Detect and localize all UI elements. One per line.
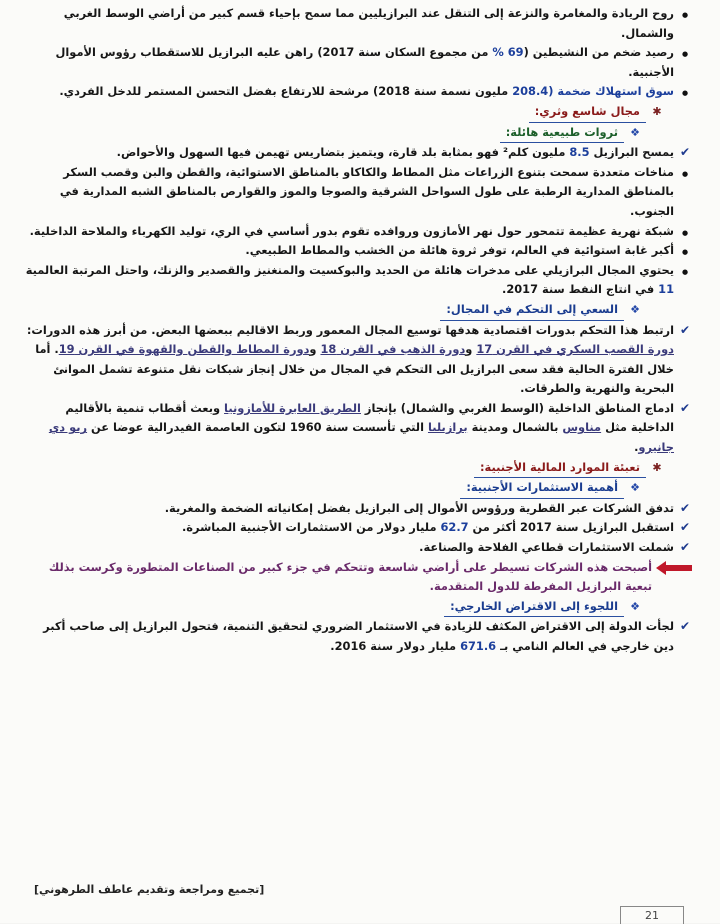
bullet-text: مليون نسمة سنة 2018) مرشحة للارتفاع بفضل التحسن المستمر للدخل الفردي. [59,84,513,99]
item-text: تدفق الشركات عبر القطرية ورؤوس الأموال إلى البرازيل بفضل إمكانياته الضخمة والمغرية. [164,500,674,515]
checkmark-icon: ✔ [679,500,691,515]
section-heading [24,102,664,123]
heading-text: السعي إلى التحكم في المجال: [440,300,624,321]
checkmark-item [24,538,692,558]
bullet-text: يحتوي المجال البرازيلي على مدخرات هائلة من الحديد والبوكسيت والمنغنيز والقصدير والزنك، واحتل المرتبة العالمية [25,262,674,277]
bullet-icon [678,82,692,104]
bullet-text: من مجموع السكان سنة 2017) راهن عليه البرازيل للاستقطاب رؤوس الأموال الأجنبية. [55,45,674,79]
connector-text: و [465,342,477,357]
bullet-item [24,163,692,222]
heading-text: تعبئة الموارد المالية الأجنبية: [474,458,646,479]
city-manaus: مناوس [562,420,602,435]
city-brasilia: برازيليا [427,420,468,435]
bullet-item [24,241,692,261]
item-text: لجأت الدولة إلى الاقتراض المكثف للزيادة في الاستثمار الضروري لتحقيق التنمية، فتحول البرازيل إلى صاحب أكبر دين خارجي في العالم النامي بـ [43,619,674,653]
item-text: ادماج المناطق الداخلية (الوسط الغربي والشمال) بإنجاز [360,400,674,415]
trans-amazon-road: الطريق العابرة للأمازونيا [224,400,361,415]
bullet-icon [678,222,692,244]
bullet-text: مناخات متعددة سمحت بتنوع الزراعات مثل المطاط والكاكاو بالمناطق الاستوائية، والقطن والبن وقصب السكر بالمناطق المدارية الرطبة على طول السواحل الشرقية والصوجا والموز والقوارص بالمناطق الشبه المدارية في الجنوب. [59,164,674,218]
city-rio: ريو دي جانيرو [48,420,674,455]
section-heading [24,458,664,479]
diamond-bullet-icon: ❖ [630,481,640,495]
consequence-note [24,558,692,597]
diamond-bullet-icon: ❖ [630,302,640,316]
subsection-heading [24,478,642,499]
bullet-item [24,222,692,242]
checkmark-item [24,143,692,163]
item-text: . أما خلال الفترة الحالية فقد سعى البرازيل الى التحكم في المجال من خلال إنجاز شبكات نقل متنوعة تشمل الموانئ البحرية والنهرية والطرقات. [35,342,674,396]
item-text: وبعث أقطاب تنمية بالأقاليم الداخلية مثل [65,400,674,435]
cycle-sugar-cane: دورة القصب السكري في القرن 17 [476,342,674,357]
heading-text: مجال شاسع وثري: [529,102,646,123]
highlight-number: 62.7 [440,520,469,535]
heading-text: أهمية الاستثمارات الأجنبية: [460,478,624,499]
page-number: 21 [620,906,684,924]
highlight-number: 208.4 [512,84,549,99]
bullet-text: في انتاج النفط سنة 2017. [501,282,659,297]
document-body [24,4,692,657]
checkmark-icon: ✔ [679,619,691,634]
bullet-item [24,43,692,82]
item-text: التي تأسست سنة 1960 لتكون العاصمة الفيدرالية عوضا عن [87,420,428,435]
highlight-number: 69 % [492,45,524,60]
item-text: شملت الاستثمارات قطاعي الفلاحة والصناعة. [419,540,674,555]
checkmark-icon: ✔ [679,400,691,415]
star-bullet-icon: ✱ [652,104,662,118]
checkmark-item [24,321,692,399]
checkmark-icon: ✔ [679,145,691,160]
checkmark-item [24,399,692,458]
item-text: مليار دولار من الاستثمارات الأجنبية المباشرة. [181,520,441,535]
item-text: مليار دولار سنة 2016. [330,639,461,653]
heading-text: اللجوء إلى الاقتراض الخارجي: [444,597,624,618]
item-text: بالشمال ومدينة [467,420,563,435]
bullet-text: شبكة نهرية عظيمة تتمحور حول نهر الأمازون وروافده تقوم بدور أساسي في الري، توليد الكهرباء والملاحة الداخلية. [29,223,674,238]
footer-credit: [تجميع ومراجعة وتقديم عاطف الطرهوني] [34,883,265,896]
subsection-heading [24,300,642,321]
item-text: ارتبط هذا التحكم بدورات اقتصادية هدفها توسيع المجال المعمور وربط الاقاليم ببعضها البعض. من أبرز هذه الدورات: [26,322,674,337]
note-text: أصبحت هذه الشركات تسيطر على أراضي شاسعة وتتحكم في جزء كبير من الصناعات المتطورة وكرست بذلك تبعية البرازيل المفرطة للدول المتقدمة. [48,559,652,594]
checkmark-item [24,617,692,656]
bullet-item [24,4,692,43]
bullet-item [24,261,692,300]
bullet-icon [678,163,692,185]
bullet-item [24,82,692,102]
left-arrow-icon [656,561,692,575]
diamond-bullet-icon: ❖ [630,599,640,613]
subsection-heading [24,123,642,144]
cycle-rubber-cotton-coffee: دورة المطاط والقطن والقهوة في القرن 19 [58,342,310,357]
checkmark-icon: ✔ [679,540,691,555]
bullet-icon [678,4,692,26]
highlight-number: 11 [658,282,674,297]
bullet-icon [678,241,692,263]
bullet-icon [678,261,692,283]
item-text: يمسح البرازيل [589,145,674,160]
bullet-text: روح الريادة والمغامرة والنزعة إلى التنقل عند البرازيليين مما سمح بإحياء قسم كبير من أراضي الوسط الغربي والشمال. [63,6,674,40]
checkmark-icon: ✔ [679,520,691,535]
bullet-text: سوق استهلاك ضخمة ( [548,84,674,99]
bullet-text: أكبر غابة استوائية في العالم، توفر ثروة هائلة من الخشب والمطاط الطبيعي. [245,243,674,258]
highlight-number: 671.6 [460,639,497,653]
checkmark-item [24,518,692,538]
item-text: مليون كلم² فهو بمثابة بلد قارة، ويتميز بتضاريس تهيمن فيها السهول والأحواض. [116,145,570,160]
item-text: استقبل البرازيل سنة 2017 أكثر من [468,520,674,535]
cycle-gold: دورة الذهب في القرن 18 [320,342,466,357]
bullet-icon [678,43,692,65]
checkmark-icon: ✔ [679,322,691,337]
highlight-number: 8.5 [569,145,590,160]
period-text: . [634,440,639,455]
connector-text: و [309,342,321,357]
star-bullet-icon: ✱ [652,460,662,474]
bullet-text: رصيد ضخم من النشيطين ( [523,45,674,60]
subsection-heading [24,597,642,618]
heading-text: ثروات طبيعية هائلة: [500,123,624,144]
checkmark-item [24,499,692,519]
diamond-bullet-icon: ❖ [630,125,640,139]
